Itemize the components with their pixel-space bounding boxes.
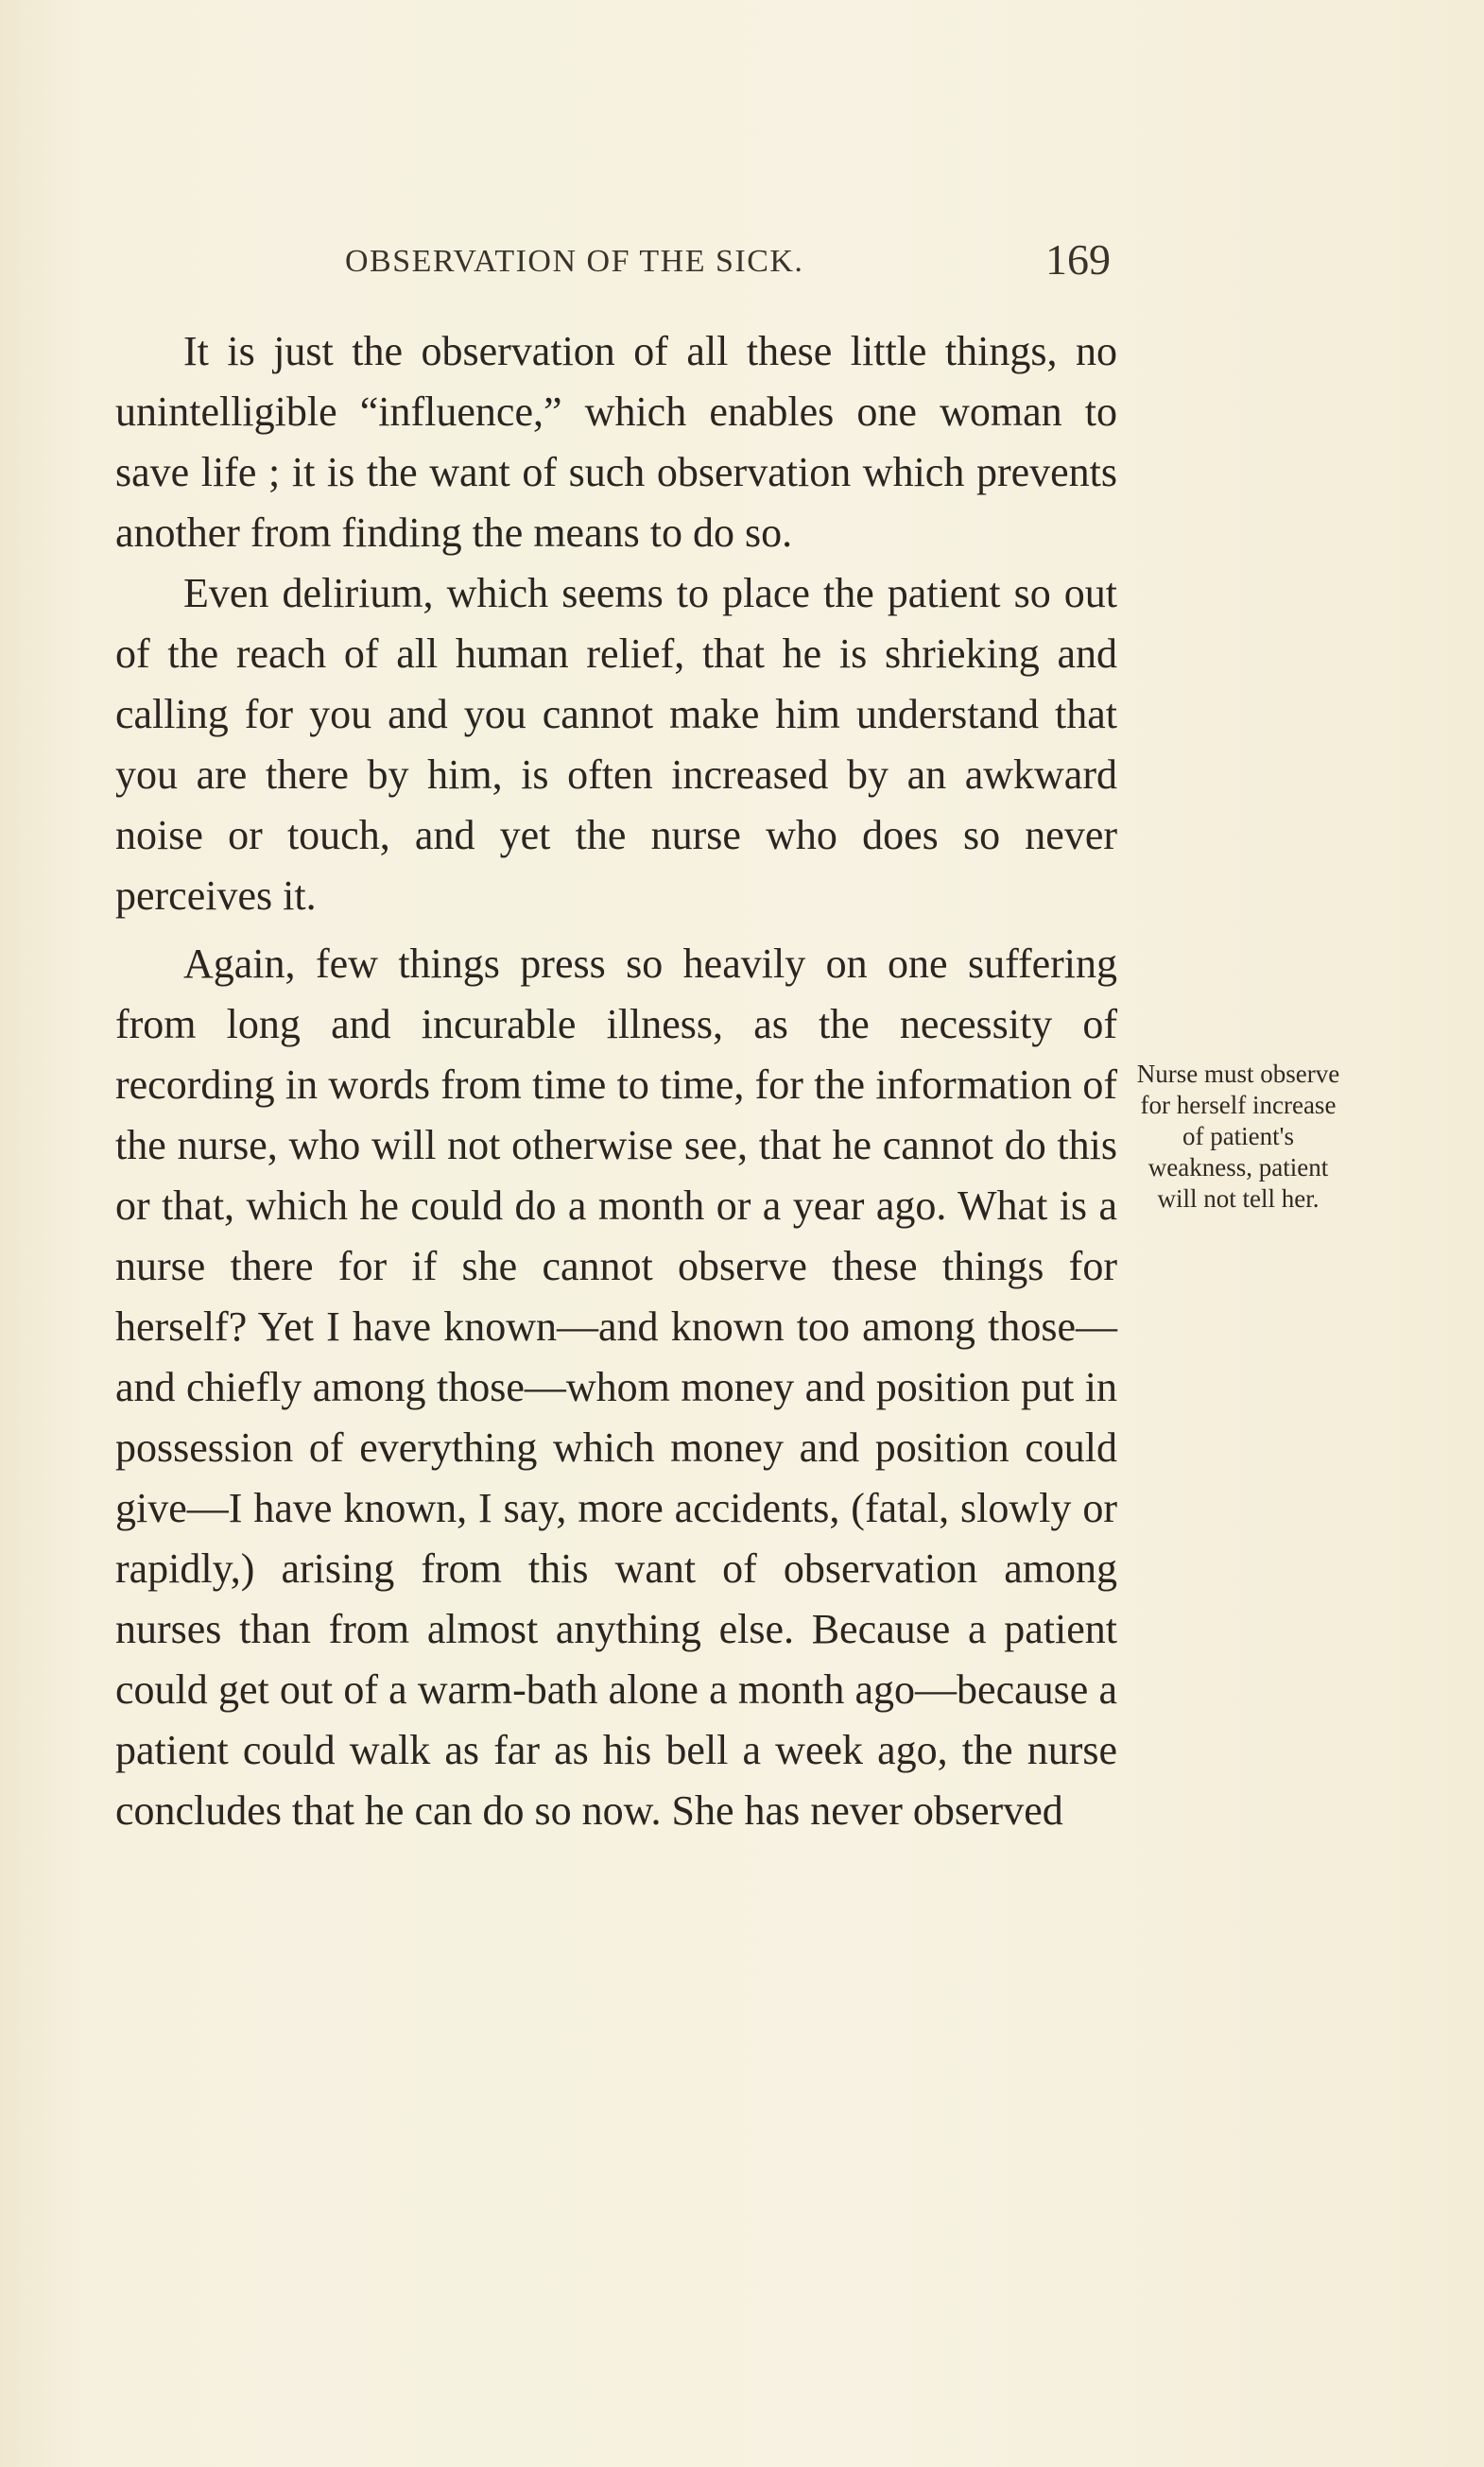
paragraph: Again, few things press so heavily on one suffering from long and incurable illness, as the necessity of recording in words from time to time, for the information of the nurse, who will not otherwise see, that he cannot do this or that, which he could do a month or a year ago. What is a nurse there for if she cannot observe these things for herself? Yet I have known—and known too among those—and chiefly among those—whom money and position put in possession of everything which money and position could give—I have known, I say, more accidents, (fatal, slowly or rapidly,) arising from this want of observation among nurses than from almost anything else. Because a patient could get out of a warm-bath alone a month ago—because a patient could walk as far as his bell a week ago, the nurse concludes that he can do so now. She has never observed <box>115 940 1117 1834</box>
running-title: OBSERVATION OF THE SICK. <box>345 244 804 279</box>
body-text <box>115 321 1117 1841</box>
margin-note: Nurse must observe for herself increase of patient's weakness, patient will not tell her. <box>1136 1060 1340 1213</box>
page-number: 169 <box>1045 235 1111 284</box>
page-header <box>345 234 1111 291</box>
paragraph: It is just the observation of all these little things, no unintelligible “influence,” which enables one woman to save life ; it is the want of such observation which prevents another from finding the means to do so. <box>115 328 1117 556</box>
paragraph: Even delirium, which seems to place the patient so out of the reach of all human relief, that he is shrieking and calling for you and you cannot make him understand that you are there by him, is often increased by an awkward noise or touch, and yet the nurse who does so never perceives it. <box>115 570 1117 919</box>
